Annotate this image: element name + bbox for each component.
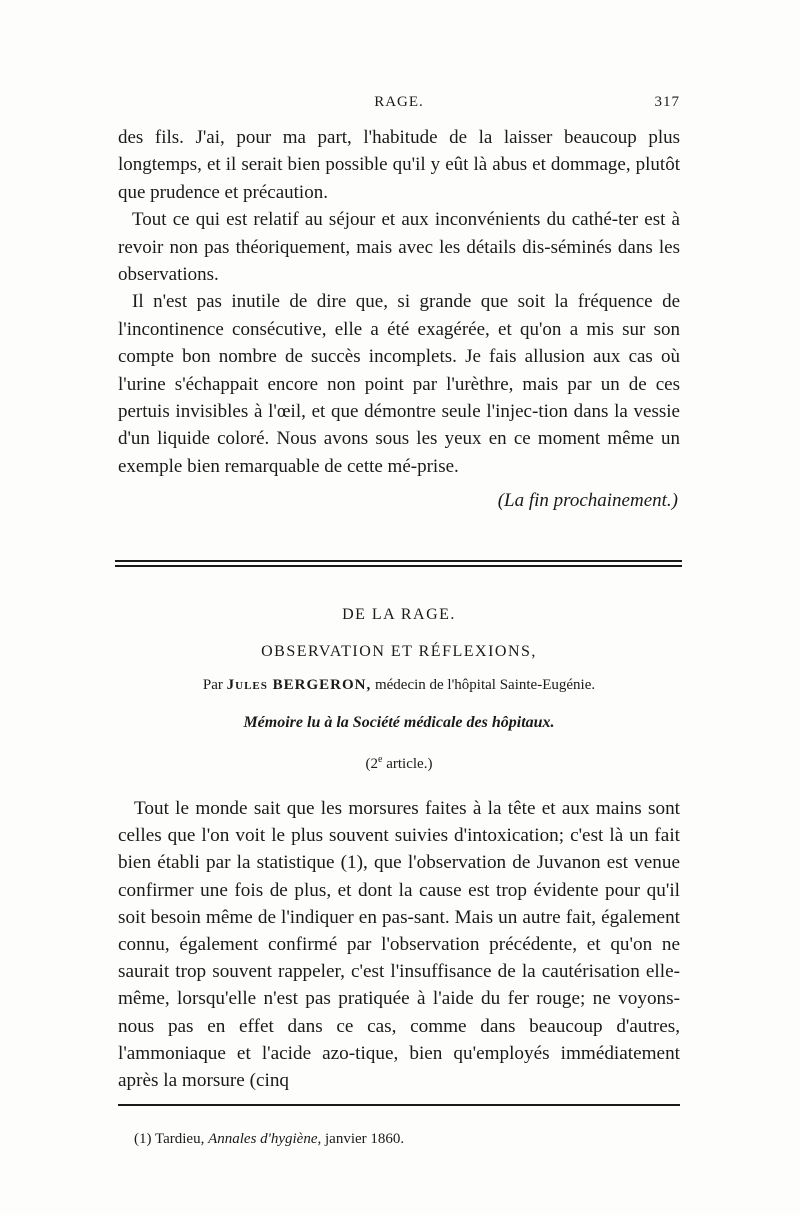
- memoire-note: Mémoire lu à la Société médicale des hôpitaux.: [243, 714, 555, 731]
- article-title: DE LA RAGE.: [342, 606, 456, 623]
- new-article-text: [118, 795, 680, 1094]
- previous-article-text: [118, 124, 680, 512]
- to-be-continued: (La fin prochainement.): [497, 490, 678, 512]
- footnote-date: , janvier 1860.: [317, 1131, 405, 1147]
- running-head: [118, 94, 680, 116]
- divider-line-bottom: [115, 565, 682, 567]
- footnote-journal: Annales d'hygiène: [208, 1131, 318, 1147]
- footnote-author: Tardieu,: [154, 1131, 205, 1147]
- running-head-title: RAGE.: [374, 94, 424, 110]
- article-number: [118, 754, 680, 773]
- author-affiliation: médecin de l'hôpital Sainte-Eugénie.: [374, 677, 596, 693]
- author-name: Jules BERGERON,: [226, 677, 372, 693]
- divider-line-top: [115, 560, 682, 562]
- body-paragraph: Tout le monde sait que les morsures faites à la tête et aux mains sont celles que l'on voit le plus souvent suivies d'intoxication; c'est là un fait bien établi par la statistique (1), que l'observation de Juvanon est venue confirmer une fois de plus, et dont la cause est trop évidente pour qu'il soit besoin même de l'indiquer en pas-sant. Mais un autre fait, également connu, également confirmé par l'observation précédente, et qu'on ne saurait trop souvent rappeler, c'est l'insuffisance de la cautérisation elle-même, lorsqu'elle n'est pas pratiquée à l'aide du fer rouge; ne voyons-nous pas en effet dans ce cas, comme dans beaucoup d'autres, l'ammoniaque et l'acide azo-tique, bien qu'employés immédiatement après la morsure (cinq: [118, 798, 680, 1092]
- article-subtitle: OBSERVATION ET RÉFLEXIONS,: [261, 643, 537, 660]
- article-number-open: (2: [365, 756, 379, 772]
- footnote: [134, 1131, 674, 1148]
- paragraph-1: des fils. J'ai, pour ma part, l'habitude de la laisser beaucoup plus longtemps, et il serait bien possible qu'il y eût là abus et dommage, plutôt que prudence et précaution.: [118, 127, 680, 203]
- footnote-rule: [118, 1104, 680, 1106]
- section-divider: [115, 560, 682, 570]
- paragraph-3: Il n'est pas inutile de dire que, si grande que soit la fréquence de l'incontinence consécutive, elle a été exagérée, et qu'on a mis sur son compte bon nombre de succès incomplets. Je fais allusion aux cas où l'urine s'échappait encore non point par l'urèthre, mais par un de ces pertuis invisibles à l'œil, et que démontre seule l'injec-tion dans la vessie d'un liquide coloré. Nous avons sous les yeux en ce moment même un exemple bien remarquable de cette mé-prise.: [118, 291, 680, 477]
- footnote-marker: (1): [134, 1131, 152, 1147]
- paragraph-2: Tout ce qui est relatif au séjour et aux inconvénients du cathé-ter est à revoir non pas théoriquement, mais avec les détails dis-séminés dans les observations.: [118, 209, 680, 286]
- byline-prefix: Par: [202, 677, 223, 693]
- article-number-close: article.): [382, 756, 433, 772]
- byline: [118, 677, 680, 694]
- article-number-sup: e: [378, 754, 383, 765]
- page-number: 317: [654, 94, 680, 110]
